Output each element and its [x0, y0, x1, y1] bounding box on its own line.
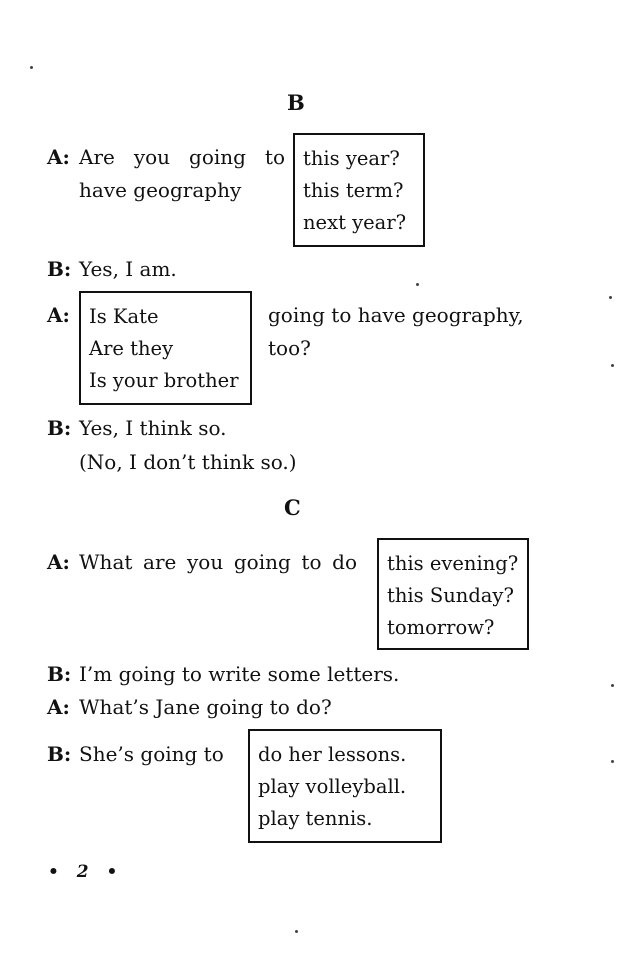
- option-text: next year?: [303, 211, 407, 234]
- scan-speck: [609, 296, 612, 299]
- substitution-box: [293, 133, 425, 247]
- option-text: Is Kate: [89, 305, 159, 328]
- option-text: this year?: [303, 147, 400, 170]
- question-line: have geography: [79, 178, 242, 202]
- substitution-box: [79, 291, 252, 405]
- speaker-label: A:: [47, 695, 70, 719]
- option-text: Are they: [89, 337, 174, 360]
- answer-line: I’m going to write some letters.: [79, 662, 400, 686]
- scan-speck: [611, 760, 614, 763]
- question-line: Are you going to: [79, 145, 285, 169]
- section-c-heading: C: [284, 495, 302, 520]
- question-line: What’s Jane going to do?: [79, 695, 332, 719]
- scan-speck: [416, 283, 419, 286]
- substitution-box: [377, 538, 529, 650]
- option-text: this evening?: [387, 552, 519, 575]
- question-line: going to have geography,: [268, 303, 524, 327]
- speaker-label: B:: [47, 662, 72, 686]
- option-text: this term?: [303, 179, 404, 202]
- speaker-label: B:: [47, 257, 72, 281]
- option-text: play tennis.: [258, 807, 373, 830]
- answer-line: (No, I don’t think so.): [79, 450, 297, 474]
- scan-speck: [295, 930, 298, 933]
- substitution-box: [248, 729, 442, 843]
- question-line: too?: [268, 336, 311, 360]
- option-text: this Sunday?: [387, 584, 514, 607]
- speaker-label: B:: [47, 416, 72, 440]
- scan-speck: [30, 66, 33, 69]
- speaker-label: A:: [47, 145, 70, 169]
- option-text: tomorrow?: [387, 616, 495, 639]
- answer-line: Yes, I think so.: [79, 416, 227, 440]
- answer-line: She’s going to: [79, 742, 224, 766]
- speaker-label: B:: [47, 742, 72, 766]
- scan-speck: [611, 684, 614, 687]
- option-text: play volleyball.: [258, 775, 407, 798]
- section-b-heading: B: [287, 90, 306, 115]
- speaker-label: A:: [47, 550, 70, 574]
- scan-speck: [611, 364, 614, 367]
- option-text: Is your brother: [89, 369, 239, 392]
- question-line: What are you going to do: [79, 550, 357, 574]
- page-number: • 2 •: [48, 862, 124, 882]
- option-text: do her lessons.: [258, 743, 407, 766]
- speaker-label: A:: [47, 303, 70, 327]
- answer-line: Yes, I am.: [79, 257, 177, 281]
